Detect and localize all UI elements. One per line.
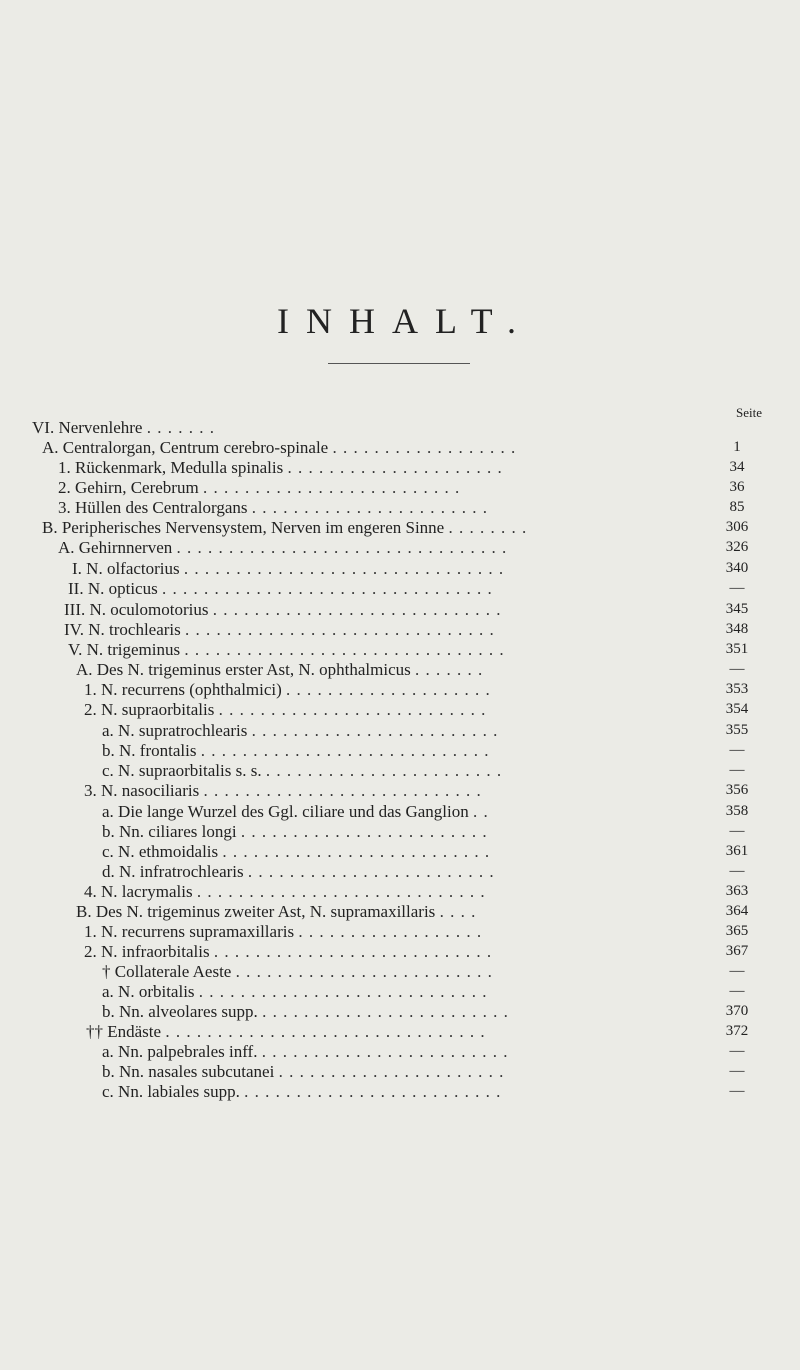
- toc-entry-page: —: [729, 983, 745, 999]
- toc-entry-label: 1. N. recurrens supramaxillaris: [84, 922, 295, 941]
- toc-entry-label: A. Des N. trigeminus erster Ast, N. ophthalmicus: [76, 660, 411, 679]
- toc-entry-label: B. Des N. trigeminus zweiter Ast, N. supramaxillaris: [76, 902, 436, 921]
- toc-entry-label: d. N. infratrochlearis: [102, 862, 244, 881]
- page-title: INHALT.: [277, 301, 533, 341]
- toc-entry-page: 85: [729, 499, 745, 515]
- toc-entry: [0, 1042, 800, 1061]
- leader-dots: . . . . . . . . . . . . . . . . . .: [332, 438, 517, 457]
- toc-entry-page: 1: [733, 439, 741, 455]
- toc-entry: [0, 680, 800, 699]
- leader-dots: . . . . . . . . . . . . . . . . . . . . . . . . . . .: [213, 942, 493, 961]
- toc-entry: [0, 1022, 800, 1041]
- leader-dots: . . . . . . . . . . . . . . . . . . . . . . . . . . . . . . . .: [176, 538, 508, 557]
- toc-entry: [0, 781, 800, 800]
- toc-entry: [0, 1062, 800, 1081]
- toc-entry-page: —: [729, 1043, 745, 1059]
- toc-entry: [0, 761, 800, 780]
- toc-entry: [0, 538, 800, 557]
- toc-entry-page: 340: [725, 560, 749, 576]
- leader-dots: . . . .: [439, 902, 477, 921]
- toc-entry-page: —: [729, 1063, 745, 1079]
- leader-dots: . . . . . . . . . . . . . . . . . . . . . . . .: [247, 862, 495, 881]
- toc-entry: [0, 620, 800, 639]
- leader-dots: . . . . . . .: [415, 660, 484, 679]
- toc-entry-label: III. N. oculomotorius: [64, 600, 209, 619]
- toc-entry: [0, 802, 800, 821]
- toc-entry-label: A. Centralorgan, Centrum cerebro-spinale: [42, 438, 329, 457]
- toc-entry: [0, 478, 800, 497]
- toc-entry: [0, 1082, 800, 1101]
- toc-entry-page: 364: [725, 903, 749, 919]
- leader-dots: . . . . . . . . . . . . . . . . . . . . . . . . .: [235, 962, 493, 981]
- toc-entry-label: c. N. ethmoidalis: [102, 842, 219, 861]
- leader-dots: . . . . . . . . . . . . . . . . . . . . . . . . . . . . . . .: [183, 559, 505, 578]
- toc-entry: [0, 882, 800, 901]
- toc-entry-label: V. N. trigeminus: [68, 640, 181, 659]
- toc-entry-label: 4. N. lacrymalis: [84, 882, 193, 901]
- toc-entry: [0, 559, 800, 578]
- toc-entry: [0, 741, 800, 760]
- toc-entry-label: A. Gehirnnerven: [58, 538, 173, 557]
- toc-entry-label: b. Nn. nasales subcutanei: [102, 1062, 275, 1081]
- toc-entry-page: —: [729, 1083, 745, 1099]
- toc-entry: [0, 418, 800, 437]
- toc-entry-label: 1. N. recurrens (ophthalmici): [84, 680, 282, 699]
- toc-entry: [0, 518, 800, 537]
- toc-entry-page: 36: [729, 479, 745, 495]
- toc-entry-label: VI. Nervenlehre: [32, 418, 143, 437]
- toc-entry-page: 370: [725, 1003, 749, 1019]
- toc-entry: [0, 700, 800, 719]
- leader-dots: . . . . . . . .: [448, 518, 528, 537]
- toc-entry-page: 372: [725, 1023, 749, 1039]
- leader-dots: . . . . . . . . . . . . . . . . . . . . . . . . . . . . . .: [185, 620, 495, 639]
- leader-dots: . . . . . . . . . . . . . . . . . . . . . . . . . . . . . . . .: [161, 579, 493, 598]
- toc-entry-page: 355: [725, 722, 749, 738]
- leader-dots: . . . . . . . . . . . . . . . . . . . . . . . .: [261, 1042, 509, 1061]
- toc-entry-label: 1. Rückenmark, Medulla spinalis: [58, 458, 284, 477]
- toc-entry-page: 34: [729, 459, 745, 475]
- toc-entry-page: —: [729, 580, 745, 596]
- toc-entry-label: †† Endäste: [86, 1022, 162, 1041]
- leader-dots: . . . . . . . . . . . . . . . . . . . . . . . . . . . .: [212, 600, 502, 619]
- toc-entry-label: a. Die lange Wurzel des Ggl. ciliare und das Ganglion: [102, 802, 469, 821]
- leader-dots: . . . . . . . . . . . . . . . . . . . . . . . . . . . .: [198, 982, 488, 1001]
- leader-dots: . . . . . . . . . . . . . . . . . . . . . . . . . . . . . . .: [165, 1022, 486, 1041]
- toc-entry-page: 353: [725, 681, 749, 697]
- toc-entry: [0, 902, 800, 921]
- leader-dots: . . . . . . . . . . . . . . . . . . . .: [286, 680, 491, 699]
- toc-entry-page: —: [729, 762, 745, 778]
- leader-dots: . . . . . . . . . . . . . . . . . . . . . . . . . . . . . . .: [184, 640, 505, 659]
- page-column-header: Seite: [736, 405, 762, 420]
- toc-entry-page: 363: [725, 883, 749, 899]
- toc-entry-page: —: [729, 661, 745, 677]
- toc-entry-label: c. N. supraorbitalis s. s.: [102, 761, 262, 780]
- leader-dots: . .: [473, 802, 489, 821]
- toc-entry-page: 356: [725, 782, 749, 798]
- leader-dots: . . . . . . . . . . . . . . . . . . . . . . . .: [251, 721, 499, 740]
- toc-entry: [0, 721, 800, 740]
- toc-entry: [0, 942, 800, 961]
- toc-entry-label: II. N. opticus: [68, 579, 158, 598]
- toc-entry: [0, 842, 800, 861]
- toc-entry: [0, 438, 800, 457]
- leader-dots: . . . . . . . . . . . . . . . . . . . . . . . .: [262, 1002, 509, 1021]
- toc-entry-label: 2. N. supraorbitalis: [84, 700, 215, 719]
- toc-entry-label: a. N. supratrochlearis: [102, 721, 248, 740]
- toc-entry-label: b. Nn. alveolares supp.: [102, 1002, 258, 1021]
- toc-entry-page: —: [729, 963, 745, 979]
- toc-entry: [0, 579, 800, 598]
- toc-entry-label: B. Peripherisches Nervensystem, Nerven im engeren Sinne: [42, 518, 445, 537]
- leader-dots: . . . . . . .: [146, 418, 215, 437]
- toc-entry-label: c. Nn. labiales supp.: [102, 1082, 240, 1101]
- toc-entry: [0, 822, 800, 841]
- toc-entry-page: —: [729, 742, 745, 758]
- toc-entry-label: † Collaterale Aeste: [102, 962, 232, 981]
- toc-entry-page: 306: [725, 519, 749, 535]
- toc-entry-page: 367: [725, 943, 749, 959]
- toc-entry: [0, 600, 800, 619]
- toc-entry: [0, 862, 800, 881]
- toc-entry-label: 3. N. nasociliaris: [84, 781, 200, 800]
- toc-entry: [0, 982, 800, 1001]
- toc-entry-label: 2. Gehirn, Cerebrum: [58, 478, 199, 497]
- leader-dots: . . . . . . . . . . . . . . . . . . . . . . . . . . . .: [196, 882, 486, 901]
- toc-entry: [0, 640, 800, 659]
- toc-entry-label: I. N. olfactorius: [72, 559, 180, 578]
- leader-dots: . . . . . . . . . . . . . . . . . . . . . . . . .: [202, 478, 461, 497]
- toc-entry-label: b. Nn. ciliares longi: [102, 822, 237, 841]
- leader-dots: . . . . . . . . . . . . . . . . . . . . .: [287, 458, 503, 477]
- toc-entry-label: 3. Hüllen des Centralorgans: [58, 498, 248, 517]
- toc-entry: [0, 498, 800, 517]
- toc-entry-label: a. N. orbitalis: [102, 982, 195, 1001]
- leader-dots: . . . . . . . . . . . . . . . . . . . . . . .: [251, 498, 488, 517]
- toc-entry-page: 354: [725, 701, 749, 717]
- leader-dots: . . . . . . . . . . . . . . . . . . . . . .: [278, 1062, 505, 1081]
- toc-entry: [0, 962, 800, 981]
- leader-dots: . . . . . . . . . . . . . . . . . . . . . . . . . . . .: [200, 741, 490, 760]
- toc-entry: [0, 458, 800, 477]
- toc-entry: [0, 922, 800, 941]
- toc-entry-page: —: [729, 863, 745, 879]
- toc-entry-page: 351: [725, 641, 749, 657]
- toc-entry-page: 345: [725, 601, 749, 617]
- toc-entry-page: 365: [725, 923, 749, 939]
- toc-entry-page: —: [729, 823, 745, 839]
- toc-entry-label: 2. N. infraorbitalis: [84, 942, 210, 961]
- toc-entry-page: 326: [725, 539, 749, 555]
- leader-dots: . . . . . . . . . . . . . . . . . . . . . . . . . .: [218, 700, 487, 719]
- leader-dots: . . . . . . . . . . . . . . . . . . . . . . . . .: [244, 1082, 502, 1101]
- toc-entry-page: 358: [725, 803, 749, 819]
- title-rule: [328, 363, 470, 364]
- toc-entry-page: 361: [725, 843, 749, 859]
- leader-dots: . . . . . . . . . . . . . . . . . . . . . . .: [265, 761, 503, 780]
- leader-dots: . . . . . . . . . . . . . . . . . . . . . . . . . . .: [203, 781, 482, 800]
- leader-dots: . . . . . . . . . . . . . . . . . .: [298, 922, 483, 941]
- toc-entry-label: a. Nn. palpebrales inff.: [102, 1042, 258, 1061]
- toc-entry-page: 348: [725, 621, 749, 637]
- leader-dots: . . . . . . . . . . . . . . . . . . . . . . . . . .: [222, 842, 491, 861]
- leader-dots: . . . . . . . . . . . . . . . . . . . . . . . .: [240, 822, 488, 841]
- toc-entry: [0, 660, 800, 679]
- toc-entry-label: b. N. frontalis: [102, 741, 197, 760]
- toc-entry-label: IV. N. trochlearis: [64, 620, 181, 639]
- toc-entry: [0, 1002, 800, 1021]
